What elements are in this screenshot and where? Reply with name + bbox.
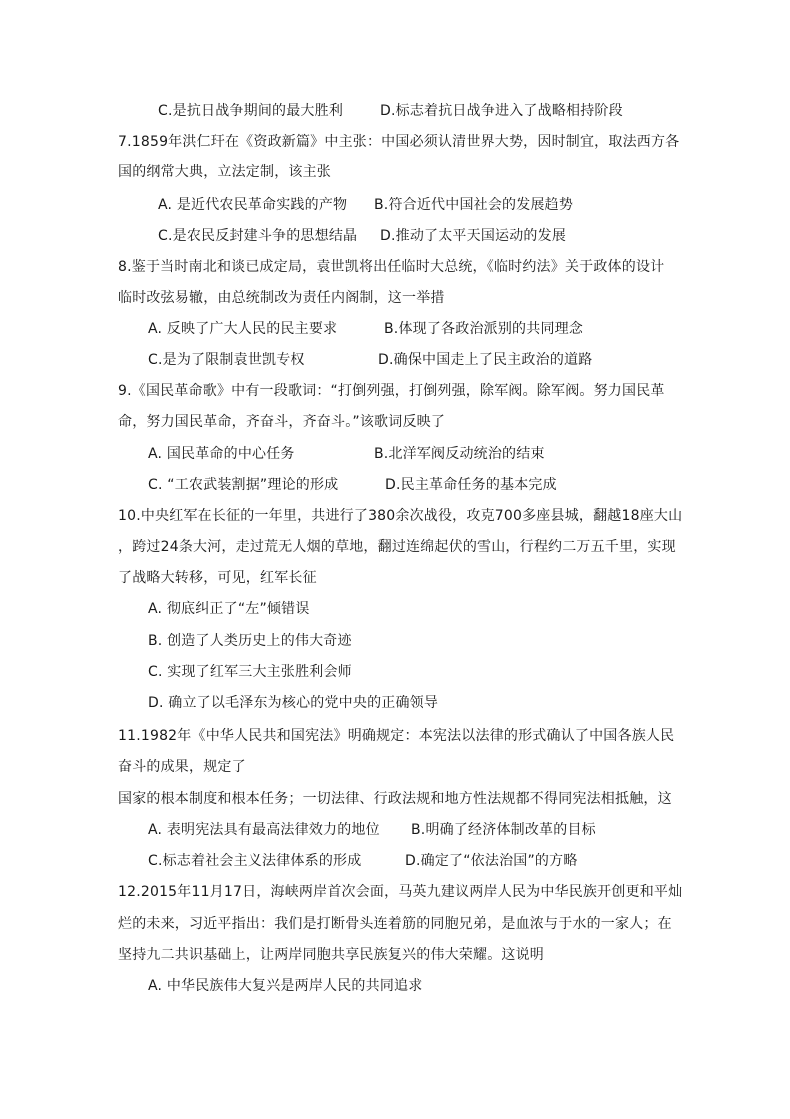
q7-options-cd <box>0 226 790 246</box>
q12-option-a: A. 中华民族伟大复兴是两岸人民的共同追求 <box>148 978 423 994</box>
q7-option-b: B.符合近代中国社会的发展趋势 <box>374 197 574 213</box>
q11-option-a: A. 表明宪法具有最高法律效力的地位 <box>148 822 380 838</box>
q12-stem-line-3: 坚持九二共识基础上，让两岸同胞共享民族复兴的伟大荣耀。这说明 <box>118 947 544 963</box>
q10-stem-line-3: 了战略大转移，可见，红军长征 <box>118 570 317 586</box>
q12-stem-line-1: 12.2015年11月17日，海峡两岸首次会面，马英九建议两岸人民为中华民族开创更和平灿 <box>118 884 683 900</box>
q10-option-a: A. 彻底纠正了“左”倾错误 <box>148 601 310 617</box>
q10-option-b: B. 创造了人类历史上的伟大奇迹 <box>148 633 352 649</box>
q9-option-b: B.北洋军阀反动统治的结束 <box>374 446 545 462</box>
q6-option-d: D.标志着抗日战争进入了战略相持阶段 <box>380 103 623 119</box>
q9-option-d: D.民主革命任务的基本完成 <box>385 477 557 493</box>
q9-options-cd <box>0 475 790 495</box>
q7-stem-line-1: 7.1859年洪仁玕在《资政新篇》中主张：中国必须认清世界大势，因时制宜，取法西方各 <box>118 134 680 150</box>
q12-stem-line-2: 烂的未来，习近平指出：我们是打断骨头连着筋的同胞兄弟，是血浓与于水的一家人；在 <box>118 916 672 932</box>
q6-options-cd <box>0 101 790 121</box>
q11-options-ab <box>0 820 790 840</box>
q8-option-d: D.确保中国走上了民主政治的道路 <box>378 352 593 368</box>
q11-option-c: C.标志着社会主义法律体系的形成 <box>148 853 362 869</box>
q11-stem-line-3: 国家的根本制度和根本任务；一切法律、行政法规和地方性法规都不得同宪法相抵触，这 <box>118 791 672 807</box>
q8-options-ab <box>0 319 790 339</box>
q10-option-d: D. 确立了以毛泽东为核心的党中央的正确领导 <box>148 695 439 711</box>
q11-stem-line-2: 奋斗的成果，规定了 <box>118 759 246 775</box>
q8-stem-line-1: 8.鉴于当时南北和谈已成定局，袁世凯将出任临时大总统，《临时约法》关于政体的设计 <box>118 259 665 275</box>
q11-stem-line-1: 11.1982年《中华人民共和国宪法》明确规定：本宪法以法律的形式确认了中国各族人民 <box>118 728 675 744</box>
q11-option-d: D.确定了“依法治国”的方略 <box>405 853 578 869</box>
q9-options-ab <box>0 444 790 464</box>
q8-options-cd <box>0 350 790 370</box>
q7-stem-line-2: 国的纲常大典，立法定制，该主张 <box>118 164 331 180</box>
q9-stem-line-2: 命，努力国民革命，齐奋斗，齐奋斗。”该歌词反映了 <box>118 414 446 430</box>
q11-options-cd <box>0 851 790 871</box>
q8-stem-line-2: 临时改弦易辙，由总统制改为责任内阁制，这一举措 <box>118 290 445 306</box>
q8-option-b: B.体现了各政治派别的共同理念 <box>384 321 584 337</box>
q7-options-ab <box>0 195 790 215</box>
q7-option-c: C.是农民反封建斗争的思想结晶 <box>158 228 358 244</box>
q11-option-b: B.明确了经济体制改革的目标 <box>411 822 596 838</box>
q9-stem-line-1: 9.《国民革命歌》中有一段歌词：“打倒列强，打倒列强，除军阀。除军阀。努力国民革 <box>118 383 665 399</box>
q9-option-c: C. “工农武装割据”理论的形成 <box>148 477 339 493</box>
q8-option-c: C.是为了限制袁世凯专权 <box>148 352 305 368</box>
q10-stem-line-2: ，跨过24条大河，走过荒无人烟的草地，翻过连绵起伏的雪山，行程约二万五千里，实现 <box>118 539 676 555</box>
q9-option-a: A. 国民革命的中心任务 <box>148 446 295 462</box>
q10-stem-line-1: 10.中央红军在长征的一年里，共进行了380余次战役，攻克700多座县城，翻越18座大山 <box>118 508 683 524</box>
q7-option-d: D.推动了太平天国运动的发展 <box>380 228 567 244</box>
q7-option-a: A. 是近代农民革命实践的产物 <box>158 197 348 213</box>
q8-option-a: A. 反映了广大人民的民主要求 <box>148 321 338 337</box>
q10-option-c: C. 实现了红军三大主张胜利会师 <box>148 664 352 680</box>
q6-option-c: C.是抗日战争期间的最大胜利 <box>158 103 344 119</box>
